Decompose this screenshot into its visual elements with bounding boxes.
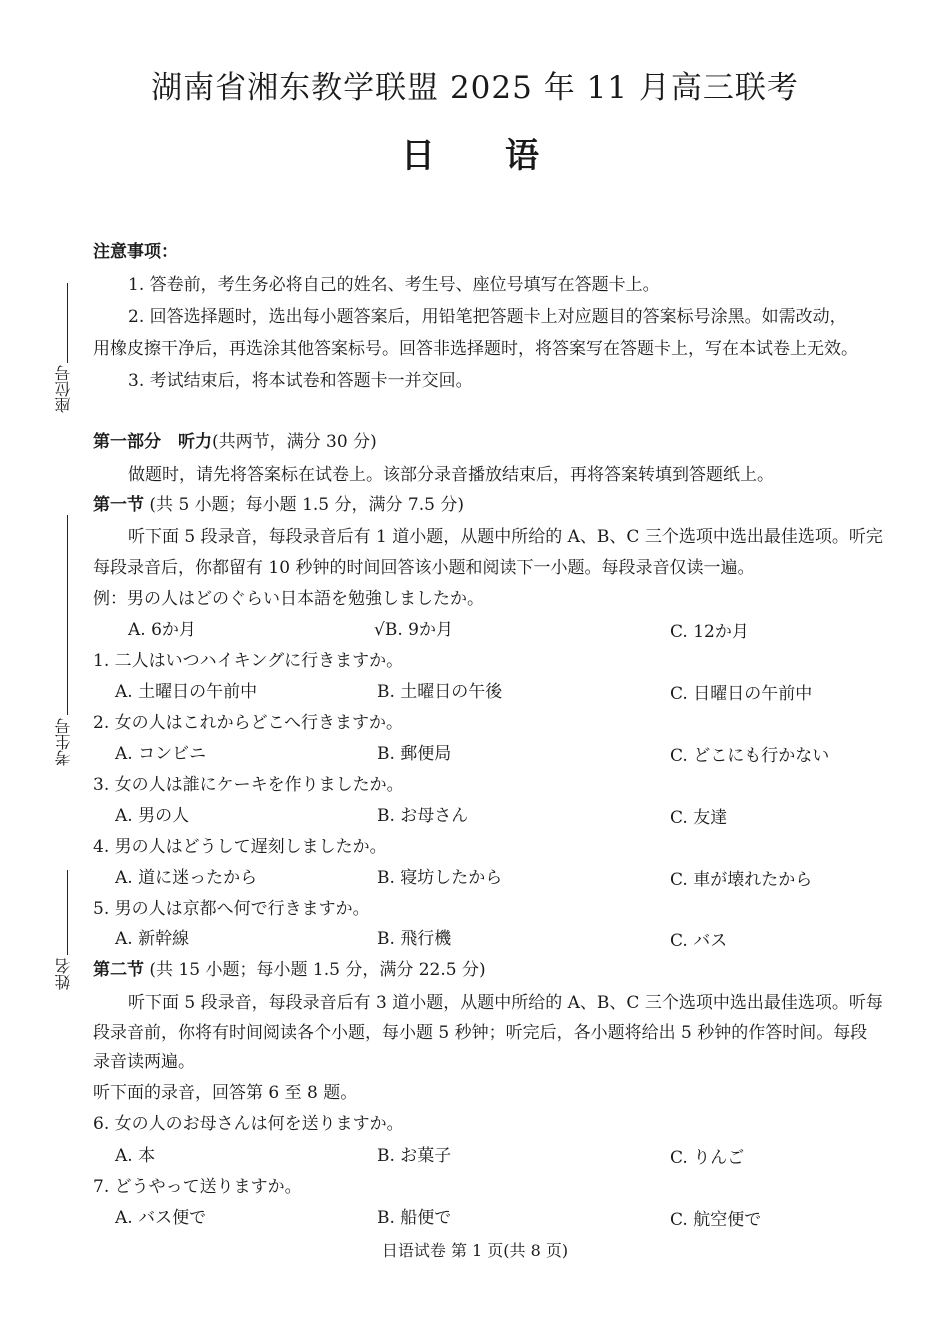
question-3-option-a: A. 男の人 (115, 806, 190, 826)
section2-instruction-line-3: 录音读两遍。 (93, 1052, 195, 1072)
page-footer: 日语试卷 第 1 页(共 8 页) (381, 1241, 569, 1260)
listen-note: 听下面的录音，回答第 6 至 8 题。 (93, 1083, 358, 1103)
question-1-option-a: A. 土曜日の午前中 (115, 682, 258, 702)
question-1-option-c: C. 日曜日の午前中 (670, 684, 813, 704)
seat-label: 座位号 (54, 365, 73, 413)
part1-heading: 第一部分 听力 (93, 432, 212, 452)
part1-heading-note: (共两节，满分 30 分) (212, 432, 377, 452)
section2-note: (共 15 小题；每小题 1.5 分，满分 22.5 分) (149, 960, 486, 980)
question-6-option-b: B. お菓子 (377, 1146, 452, 1166)
example-option-c: C. 12か月 (670, 622, 749, 642)
question-4-option-b: B. 寝坊したから (377, 868, 503, 888)
question-5-option-c: C. バス (670, 931, 728, 951)
question-3-option-b: B. お母さん (377, 806, 469, 826)
exam-no-line (67, 515, 68, 715)
question-7-option-c: C. 航空便で (670, 1210, 762, 1230)
question-7: 7. どうやって送りますか。 (93, 1177, 302, 1197)
seat-line (67, 283, 68, 363)
example-option-b-row (374, 615, 453, 640)
example-option-b: B. 9か月 (384, 620, 453, 640)
question-2-option-c: C. どこにも行かない (670, 746, 830, 766)
section2-heading-row (93, 955, 486, 980)
example-question: 例：男の人はどのぐらい日本語を勉強しましたか。 (93, 589, 484, 609)
section2-instruction-line-2: 段录音前，你将有时间阅读各个小题，每小题 5 秒钟；听完后，各小题将给出 5 秒钟的作答时间。每段 (93, 1023, 868, 1043)
exam-title: 湖南省湘东教学联盟 2025 年 11 月高三联考 (151, 70, 799, 106)
name-label: 姓名 (54, 958, 73, 990)
section1-instruction-line-2: 每段录音后，你都留有 10 秒钟的时间回答该小题和阅读下一小题。每段录音仅读一遍。 (93, 558, 755, 578)
name-line (67, 870, 68, 955)
question-4-option-a: A. 道に迷ったから (115, 868, 258, 888)
question-3-option-c: C. 友達 (670, 808, 728, 828)
notice-item-3: 3. 考试结束后，将本试卷和答题卡一并交回。 (128, 371, 473, 391)
notice-item-2-line-1: 2. 回答选择题时，选出每小题答案后，用铅笔把答题卡上对应题目的答案标号涂黑。如需改动， (128, 307, 847, 327)
question-3: 3. 女の人は誰にケーキを作りましたか。 (93, 775, 404, 795)
notice-item-1: 1. 答卷前，考生务必将自己的姓名、考生号、座位号填写在答题卡上。 (128, 275, 660, 295)
question-2-option-b: B. 郵便局 (377, 744, 452, 764)
subject-title: 日语 (401, 136, 609, 176)
question-4: 4. 男の人はどうして遅刻しましたか。 (93, 837, 387, 857)
part1-instruction: 做题时，请先将答案标在试卷上。该部分录音播放结束后，再将答案转填到答题纸上。 (128, 465, 774, 485)
section1-note: (共 5 小题；每小题 1.5 分，满分 7.5 分) (149, 495, 464, 515)
section2-instruction-line-1: 听下面 5 段录音，每段录音后有 3 道小题，从题中所给的 A、B、C 三个选项中选出最佳选项。听每 (128, 993, 883, 1013)
example-option-a: A. 6か月 (128, 620, 196, 640)
question-2: 2. 女の人はこれからどこへ行きますか。 (93, 713, 403, 733)
question-6-option-c: C. りんご (670, 1148, 745, 1168)
section1-heading-row (93, 490, 464, 515)
part1-heading-row (93, 427, 377, 452)
question-1-option-b: B. 土曜日の午後 (377, 682, 503, 702)
section2-heading: 第二节 (93, 960, 144, 980)
notice-item-2-line-2: 用橡皮擦干净后，再选涂其他答案标号。回答非选择题时，将答案写在答题卡上，写在本试卷上无效。 (93, 339, 858, 359)
question-7-option-a: A. バス便で (115, 1208, 207, 1228)
question-5-option-b: B. 飛行機 (377, 929, 452, 949)
notice-heading: 注意事项： (93, 242, 178, 262)
exam-no-label: 考生号 (54, 718, 73, 766)
question-1: 1. 二人はいつハイキングに行きますか。 (93, 651, 404, 671)
check-mark-icon: √ (374, 620, 385, 640)
question-7-option-b: B. 船便で (377, 1208, 452, 1228)
question-6: 6. 女の人のお母さんは何を送りますか。 (93, 1114, 404, 1134)
question-5-option-a: A. 新幹線 (115, 929, 190, 949)
question-4-option-c: C. 車が壊れたから (670, 870, 813, 890)
question-2-option-a: A. コンビニ (115, 744, 207, 764)
question-5: 5. 男の人は京都へ何で行きますか。 (93, 899, 370, 919)
question-6-option-a: A. 本 (115, 1146, 156, 1166)
section1-heading: 第一节 (93, 495, 144, 515)
section1-instruction-line-1: 听下面 5 段录音，每段录音后有 1 道小题，从题中所给的 A、B、C 三个选项中选出最佳选项。听完 (128, 527, 883, 547)
